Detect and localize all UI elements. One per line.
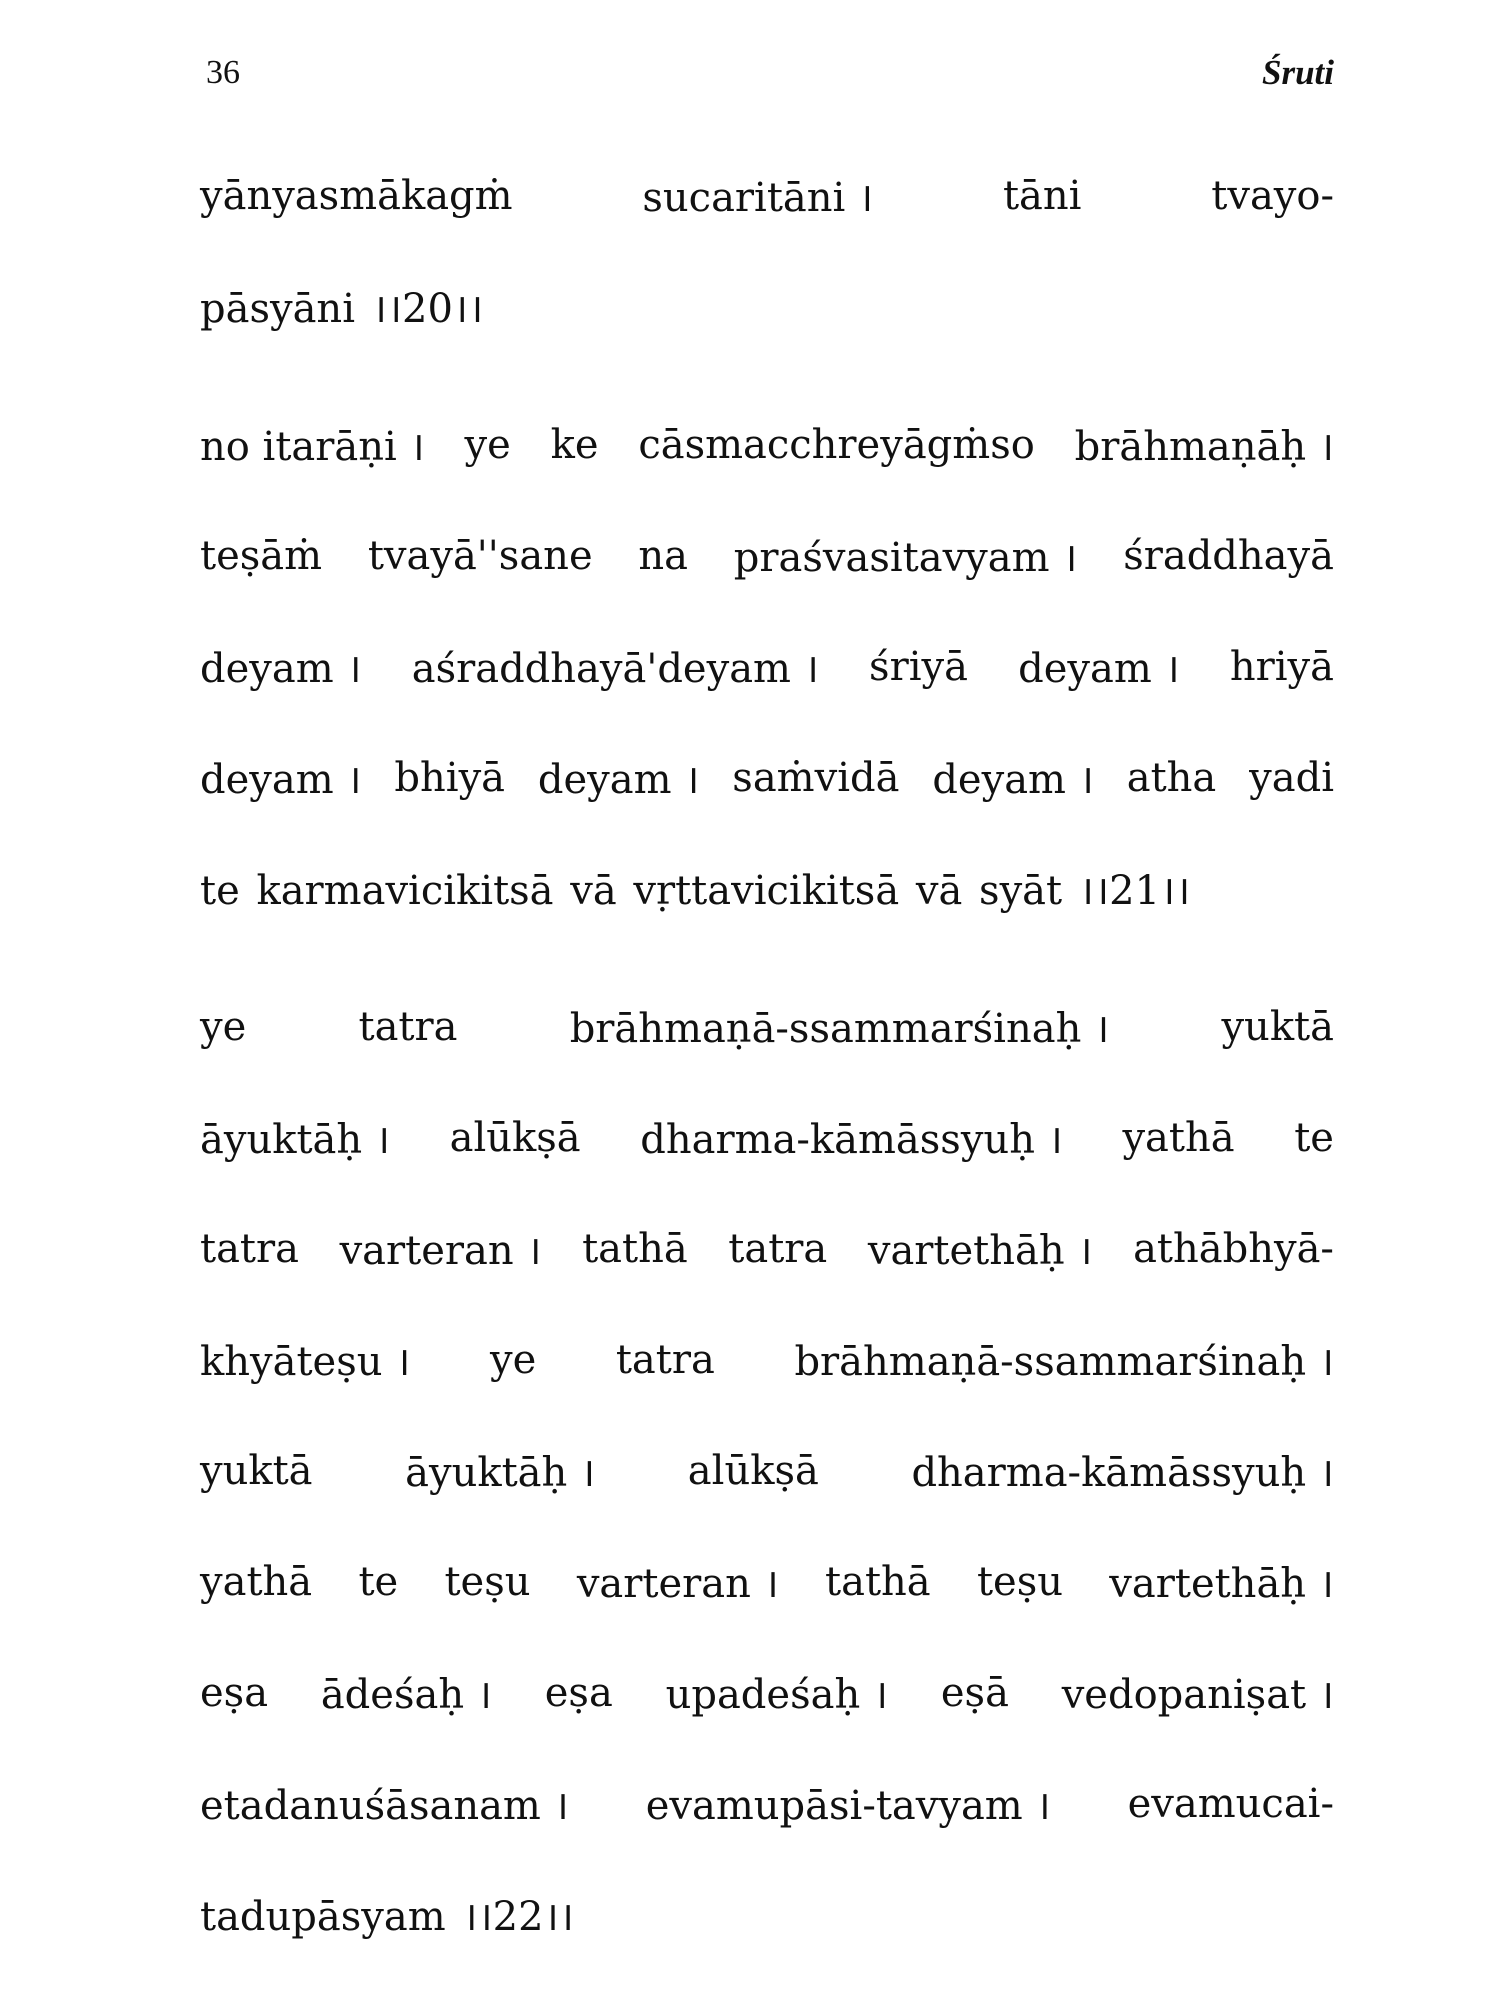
verse-paragraph (200, 971, 1334, 1970)
text-line (200, 1526, 1334, 1637)
word: tvayā''sane (367, 532, 593, 579)
word: tatra (615, 1336, 715, 1383)
word: tatra (200, 1225, 299, 1272)
word: atha (1126, 754, 1217, 801)
text-line (200, 1304, 1334, 1415)
text-line (200, 1859, 1334, 1970)
word: eṣa (544, 1669, 613, 1716)
word: dharma-kāmāssyuḥ । (911, 1450, 1334, 1496)
word: bhiyā (394, 754, 506, 801)
word: cāsmacchreyāgṁso (638, 421, 1035, 468)
word: tadupāsyam ।।22।। (200, 1894, 574, 1940)
word: tāni (1002, 172, 1082, 219)
word: teṣu (976, 1558, 1063, 1605)
text-line (200, 1193, 1334, 1304)
word: yuktā (200, 1447, 313, 1494)
text-line (200, 1082, 1334, 1193)
word: teṣu (444, 1558, 531, 1605)
text-line (200, 1748, 1334, 1859)
word: aśraddhayā'deyam । (411, 646, 819, 692)
word: vartethāḥ । (1109, 1561, 1334, 1607)
text-line (200, 140, 1334, 251)
word: ke (550, 421, 599, 468)
word: te (1294, 1114, 1334, 1161)
word: varteran । (339, 1228, 542, 1274)
word: hriyā (1229, 643, 1334, 690)
word: brāhmaṇā-ssammarśinaḥ । (569, 1006, 1110, 1052)
word: khyāteṣu । (200, 1339, 411, 1385)
word: athābhyā- (1133, 1225, 1334, 1272)
text-line (200, 722, 1334, 833)
word: yathā (1122, 1114, 1235, 1161)
word: śraddhayā (1123, 532, 1334, 579)
word: na (638, 532, 688, 579)
word: brāhmaṇāḥ । (1074, 424, 1334, 470)
text-line (200, 971, 1334, 1082)
word: evamupāsi-tavyam । (645, 1783, 1051, 1829)
word: yadi (1249, 754, 1334, 801)
word: tatra (728, 1225, 828, 1272)
word: tvayo- (1211, 172, 1334, 219)
word: ye (489, 1336, 537, 1383)
word: praśvasitavyam । (733, 535, 1078, 581)
word: deyam । (200, 757, 362, 803)
text-line (200, 1637, 1334, 1748)
word: vartethāḥ । (867, 1228, 1093, 1274)
word: no itarāṇi । (200, 424, 425, 470)
word: pāsyāni ।।20।। (200, 286, 484, 332)
text-line (200, 500, 1334, 611)
word: te karmavicikitsā vā vṛttavicikitsā vā syāt ।।21।। (200, 868, 1191, 914)
word: sucaritāni । (642, 175, 874, 221)
word: vedopaniṣat । (1061, 1672, 1334, 1718)
running-title: Śruti (1262, 53, 1334, 92)
verse-paragraph (200, 389, 1334, 944)
text-line (200, 389, 1334, 500)
page-header (206, 48, 1334, 98)
word: teṣāṁ (200, 532, 323, 579)
word: varteran । (576, 1561, 779, 1607)
word: ādeśaḥ । (320, 1672, 492, 1718)
word: yānyasmākagṁ (200, 172, 513, 219)
page-number: 36 (206, 54, 240, 91)
word: dharma-kāmāssyuḥ । (640, 1117, 1063, 1163)
word: tatra (358, 1003, 458, 1050)
word: ye (200, 1003, 247, 1050)
word: āyuktāḥ । (405, 1450, 596, 1496)
text-line (200, 1415, 1334, 1526)
word: alūkṣā (449, 1114, 581, 1161)
word: yathā (200, 1558, 313, 1605)
word: eṣā (940, 1669, 1009, 1716)
word: ye (464, 421, 511, 468)
word: evamucai- (1127, 1780, 1334, 1827)
word: deyam । (200, 646, 362, 692)
text-line (200, 611, 1334, 722)
word: te (358, 1558, 399, 1605)
word: etadanuśāsanam । (200, 1783, 569, 1829)
word: tathā (582, 1225, 688, 1272)
text-line (200, 251, 1334, 362)
word: alūkṣā (687, 1447, 819, 1494)
text-line (200, 833, 1334, 944)
word: deyam । (1018, 646, 1180, 692)
word: brāhmaṇā-ssammarśinaḥ । (794, 1339, 1334, 1385)
word: tathā (825, 1558, 931, 1605)
word: eṣa (200, 1669, 269, 1716)
word: saṁvidā (732, 754, 900, 801)
word: upadeśaḥ । (665, 1672, 889, 1718)
verse-paragraph (200, 140, 1334, 362)
word: śriyā (869, 643, 968, 690)
word: deyam । (932, 757, 1094, 803)
word: yuktā (1221, 1003, 1334, 1050)
body-text (200, 140, 1334, 1997)
word: āyuktāḥ । (200, 1117, 391, 1163)
word: deyam । (537, 757, 700, 803)
